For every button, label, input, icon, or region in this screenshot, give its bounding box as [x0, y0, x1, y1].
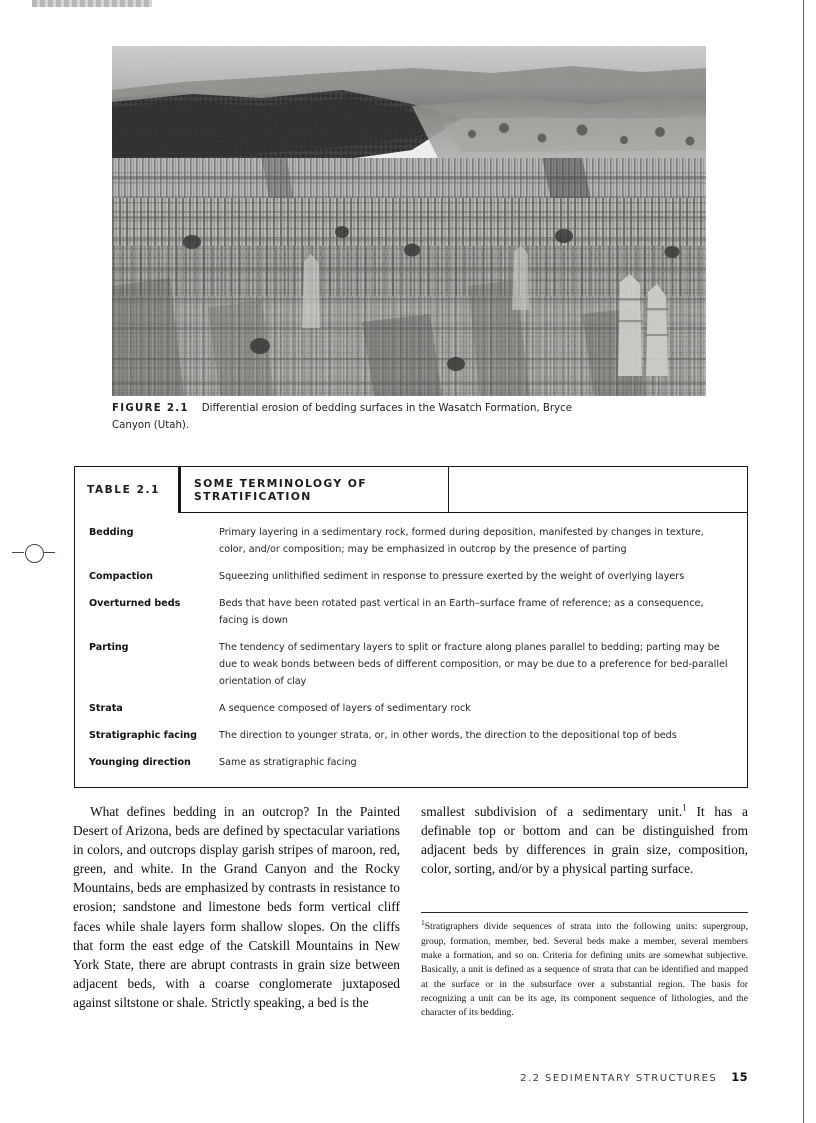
- table-term: Bedding: [89, 527, 134, 538]
- footer-section-title: 2.2 SEDIMENTARY STRUCTURES: [520, 1073, 718, 1084]
- table-definition: The tendency of sedimentary layers to split or fracture along planes parallel to bedding; parting may be due to weak bonds between beds of different composition, or may be due to a preference for bed-parallel orientation of clay: [219, 642, 728, 687]
- left-column-paragraph: What defines bedding in an outcrop? In the Painted Desert of Arizona, beds are defined by spectacular variations in colors, and outcrops display garish stripes of maroon, red, green, and white. In the Grand Canyon and the Rocky Mountains, beds are emphasized by contrasts in resistance to erosion; sandstone and limestone beds form vertical cliff faces while shale layers form shallow slopes. On the cliffs that form the east edge of the Catskill Mountains in New York State, there are abrupt contrasts in grain size between adjacent beds, with a coarse conglomerate juxtaposed against siltstone or shale. Strictly speaking, a bed is the: [73, 804, 400, 1010]
- table-row: [75, 568, 747, 585]
- table-term: Parting: [89, 642, 129, 653]
- table-definition: A sequence composed of layers of sedimentary rock: [219, 703, 471, 714]
- table-row: [75, 524, 747, 558]
- bryce-canyon-photo: [112, 46, 706, 396]
- table-header: [75, 467, 747, 513]
- table-term: Stratigraphic facing: [89, 730, 197, 741]
- table-row: [75, 639, 747, 690]
- page-footer: [0, 1070, 748, 1084]
- left-column: [73, 802, 400, 1012]
- table-row: [75, 595, 747, 629]
- table-row: [75, 727, 747, 744]
- table-header-filler: [449, 467, 747, 513]
- table-row: [75, 754, 747, 771]
- footnote-separator: [421, 912, 748, 913]
- table-term: Younging direction: [89, 757, 191, 768]
- top-crop-bar: [32, 0, 152, 7]
- table-term: Overturned beds: [89, 598, 181, 609]
- figure-caption-text: Differential erosion of bedding surfaces in the Wasatch Formation, Bryce Canyon (Utah).: [112, 403, 572, 431]
- table-definition: Same as stratigraphic facing: [219, 757, 357, 768]
- right-column-paragraph: [421, 802, 748, 878]
- figure-caption: [112, 400, 612, 434]
- right-column-text-part1: smallest subdivision of a sedimentary unit.: [421, 804, 683, 819]
- table-definition: Beds that have been rotated past vertical in an Earth–surface frame of reference; as a consequence, facing is down: [219, 598, 704, 626]
- table-definition: The direction to younger strata, or, in other words, the direction to the depositional top of beds: [219, 730, 677, 741]
- footnote-text: [421, 920, 748, 1020]
- table-definition: Squeezing unlithified sediment in response to pressure exerted by the weight of overlying layers: [219, 571, 685, 582]
- right-margin-rule: [803, 0, 804, 1123]
- table-body: [75, 513, 747, 787]
- table-title: SOME TERMINOLOGY OF STRATIFICATION: [181, 467, 449, 513]
- footnote-body: Stratigraphers divide sequences of strata into the following units: supergroup, group, formation, member, bed. Several beds make a member, several members make a formation, and so on. Criteria for defining units are somewhat subjective. Basically, a unit is defined as a sequence of strata that can be identified and mapped at the surface or in the subsurface over a substantial region. The basis for recognizing a unit can be its age, its component sequence of lithologies, and the character of its bedding.: [421, 921, 748, 1019]
- footnote-reference-marker[interactable]: 1: [682, 802, 687, 813]
- figure-label: FIGURE 2.1: [112, 403, 189, 414]
- body-columns: [73, 802, 748, 1032]
- right-column: [421, 802, 748, 1020]
- table-2-1: [74, 466, 748, 788]
- table-definition: Primary layering in a sedimentary rock, formed during deposition, manifested by changes in texture, color, and/or composition; may be emphasized in outcrop by the presence of parting: [219, 527, 704, 555]
- table-number: TABLE 2.1: [87, 484, 160, 496]
- table-row: [75, 700, 747, 717]
- table-term: Strata: [89, 703, 123, 714]
- right-column-text-part2: It has a definable top or bottom and can be distinguished from adjacent beds by differences in grain size, composition, color, sorting, and/or by a physical parting surface.: [421, 804, 748, 877]
- footnote-marker: 1: [421, 918, 425, 928]
- registration-mark-icon: [12, 538, 54, 572]
- figure-image-container: [112, 46, 706, 396]
- table-term: Compaction: [89, 571, 153, 582]
- page-number: 15: [731, 1070, 748, 1084]
